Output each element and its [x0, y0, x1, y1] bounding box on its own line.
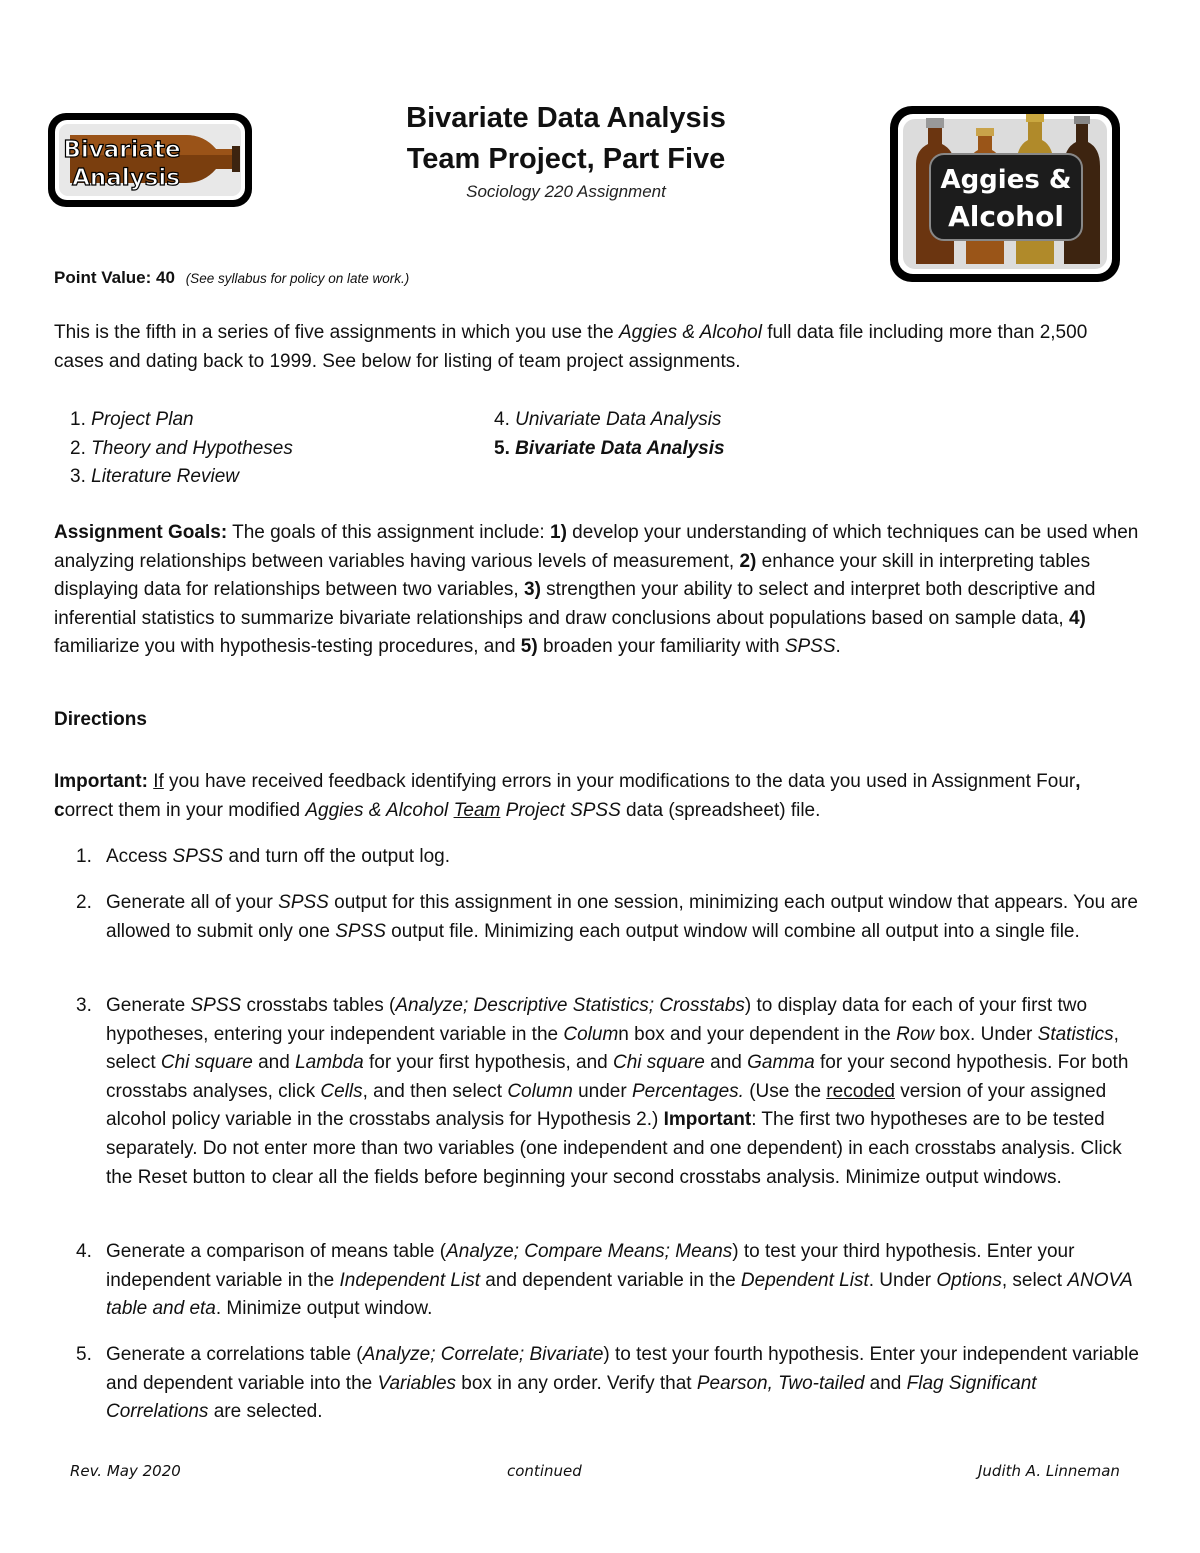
step-2: 2. Generate all of your SPSS output for this assignment in one session, minimizing each output window that appears. You are allowed to submit only one SPSS output file. Minimizing each output window will combine all output into a single file.	[76, 892, 1138, 942]
logo-right-line2: Alcohol	[948, 200, 1064, 233]
logo-right-line1: Aggies &	[940, 165, 1072, 195]
important-note: Important: If you have received feedback identifying errors in your modifications to the data you used in Assignment Four, correct them in your modified Aggies & Alcohol Team Project SPSS data (spreadsheet) file.	[54, 771, 1081, 821]
title-block	[300, 98, 832, 202]
step-1: 1. Access SPSS and turn off the output log.	[76, 846, 451, 867]
assignment-item-current: 5. Bivariate Data Analysis	[494, 437, 725, 459]
assignment-item: 2. Theory and Hypotheses	[70, 437, 293, 459]
footer-continued: continued	[507, 1462, 582, 1480]
step-5: 5. Generate a correlations table (Analyze; Correlate; Bivariate) to test your fourth hypothesis. Enter your independent variable and dependent variable into the Variables box in any order. Verify that Pearson, Two-tailed and Flag Significant Correlations are selected.	[76, 1344, 1139, 1423]
assignment-item: 4. Univariate Data Analysis	[494, 409, 722, 430]
point-value-number: 40	[156, 268, 175, 287]
step-3: 3. Generate SPSS crosstabs tables (Analyze; Descriptive Statistics; Crosstabs) to display data for each of your first two hypotheses, entering your independent variable in the Column box and your dependent in the Row box. Under Statistics, select Chi square and Lambda for your first hypothesis, and Chi square and Gamma for your second hypothesis. For both crosstabs analyses, click Cells, and then select Column under Percentages. (Use the recoded version of your assigned alcohol policy variable in the crosstabs analysis for Hypothesis 2.) Important: The first two hypotheses are to be tested separately. Do not enter more than two variables (one independent and one dependent) in each crosstabs analysis. Click the Reset button to clear all the fields before beginning your second crosstabs analysis. Minimize output windows.	[76, 995, 1129, 1188]
point-value-label: Point Value:	[54, 268, 152, 287]
bivariate-analysis-logo	[46, 111, 254, 209]
assignment-item: 1. Project Plan	[70, 409, 194, 430]
footer-revision: Rev. May 2020	[70, 1462, 181, 1480]
logo-left-line1: Bivariate	[63, 137, 181, 163]
intro-paragraph: This is the fifth in a series of five assignments in which you use the Aggies & Alcohol full data file including more than 2,500 cases and dating back to 1999. See below for listing of team project assignments.	[54, 322, 1088, 372]
step-4: 4. Generate a comparison of means table (Analyze; Compare Means; Means) to test your third hypothesis. Enter your independent variable in the Independent List and dependent variable in the Dependent List. Under Options, select ANOVA table and eta. Minimize output window.	[76, 1241, 1133, 1320]
assignment-item: 3. Literature Review	[70, 466, 239, 487]
page-title-line2: Team Project, Part Five	[406, 143, 726, 175]
point-value	[54, 268, 409, 288]
assignment-goals: Assignment Goals: The goals of this assignment include: 1) develop your understanding of which techniques can be used when analyzing relationships between variables having various levels of measurement, 2) enhance your skill in interpreting tables displaying data for relationships between two variables, 3) strengthen your ability to select and interpret both descriptive and inferential statistics to summarize bivariate relationships and draw conclusions about populations based on sample data, 4) familiarize you with hypothesis-testing procedures, and 5) broaden your familiarity with SPSS.	[54, 522, 1139, 658]
directions-heading: Directions	[54, 709, 147, 730]
late-work-note: (See syllabus for policy on late work.)	[185, 271, 410, 286]
footer-author: Judith A. Linneman	[978, 1462, 1120, 1480]
page-title-line1: Bivariate Data Analysis	[406, 102, 726, 134]
aggies-alcohol-logo	[888, 104, 1122, 284]
logo-left-line2: Analysis	[72, 165, 180, 191]
page-subtitle: Sociology 220 Assignment	[466, 182, 666, 201]
